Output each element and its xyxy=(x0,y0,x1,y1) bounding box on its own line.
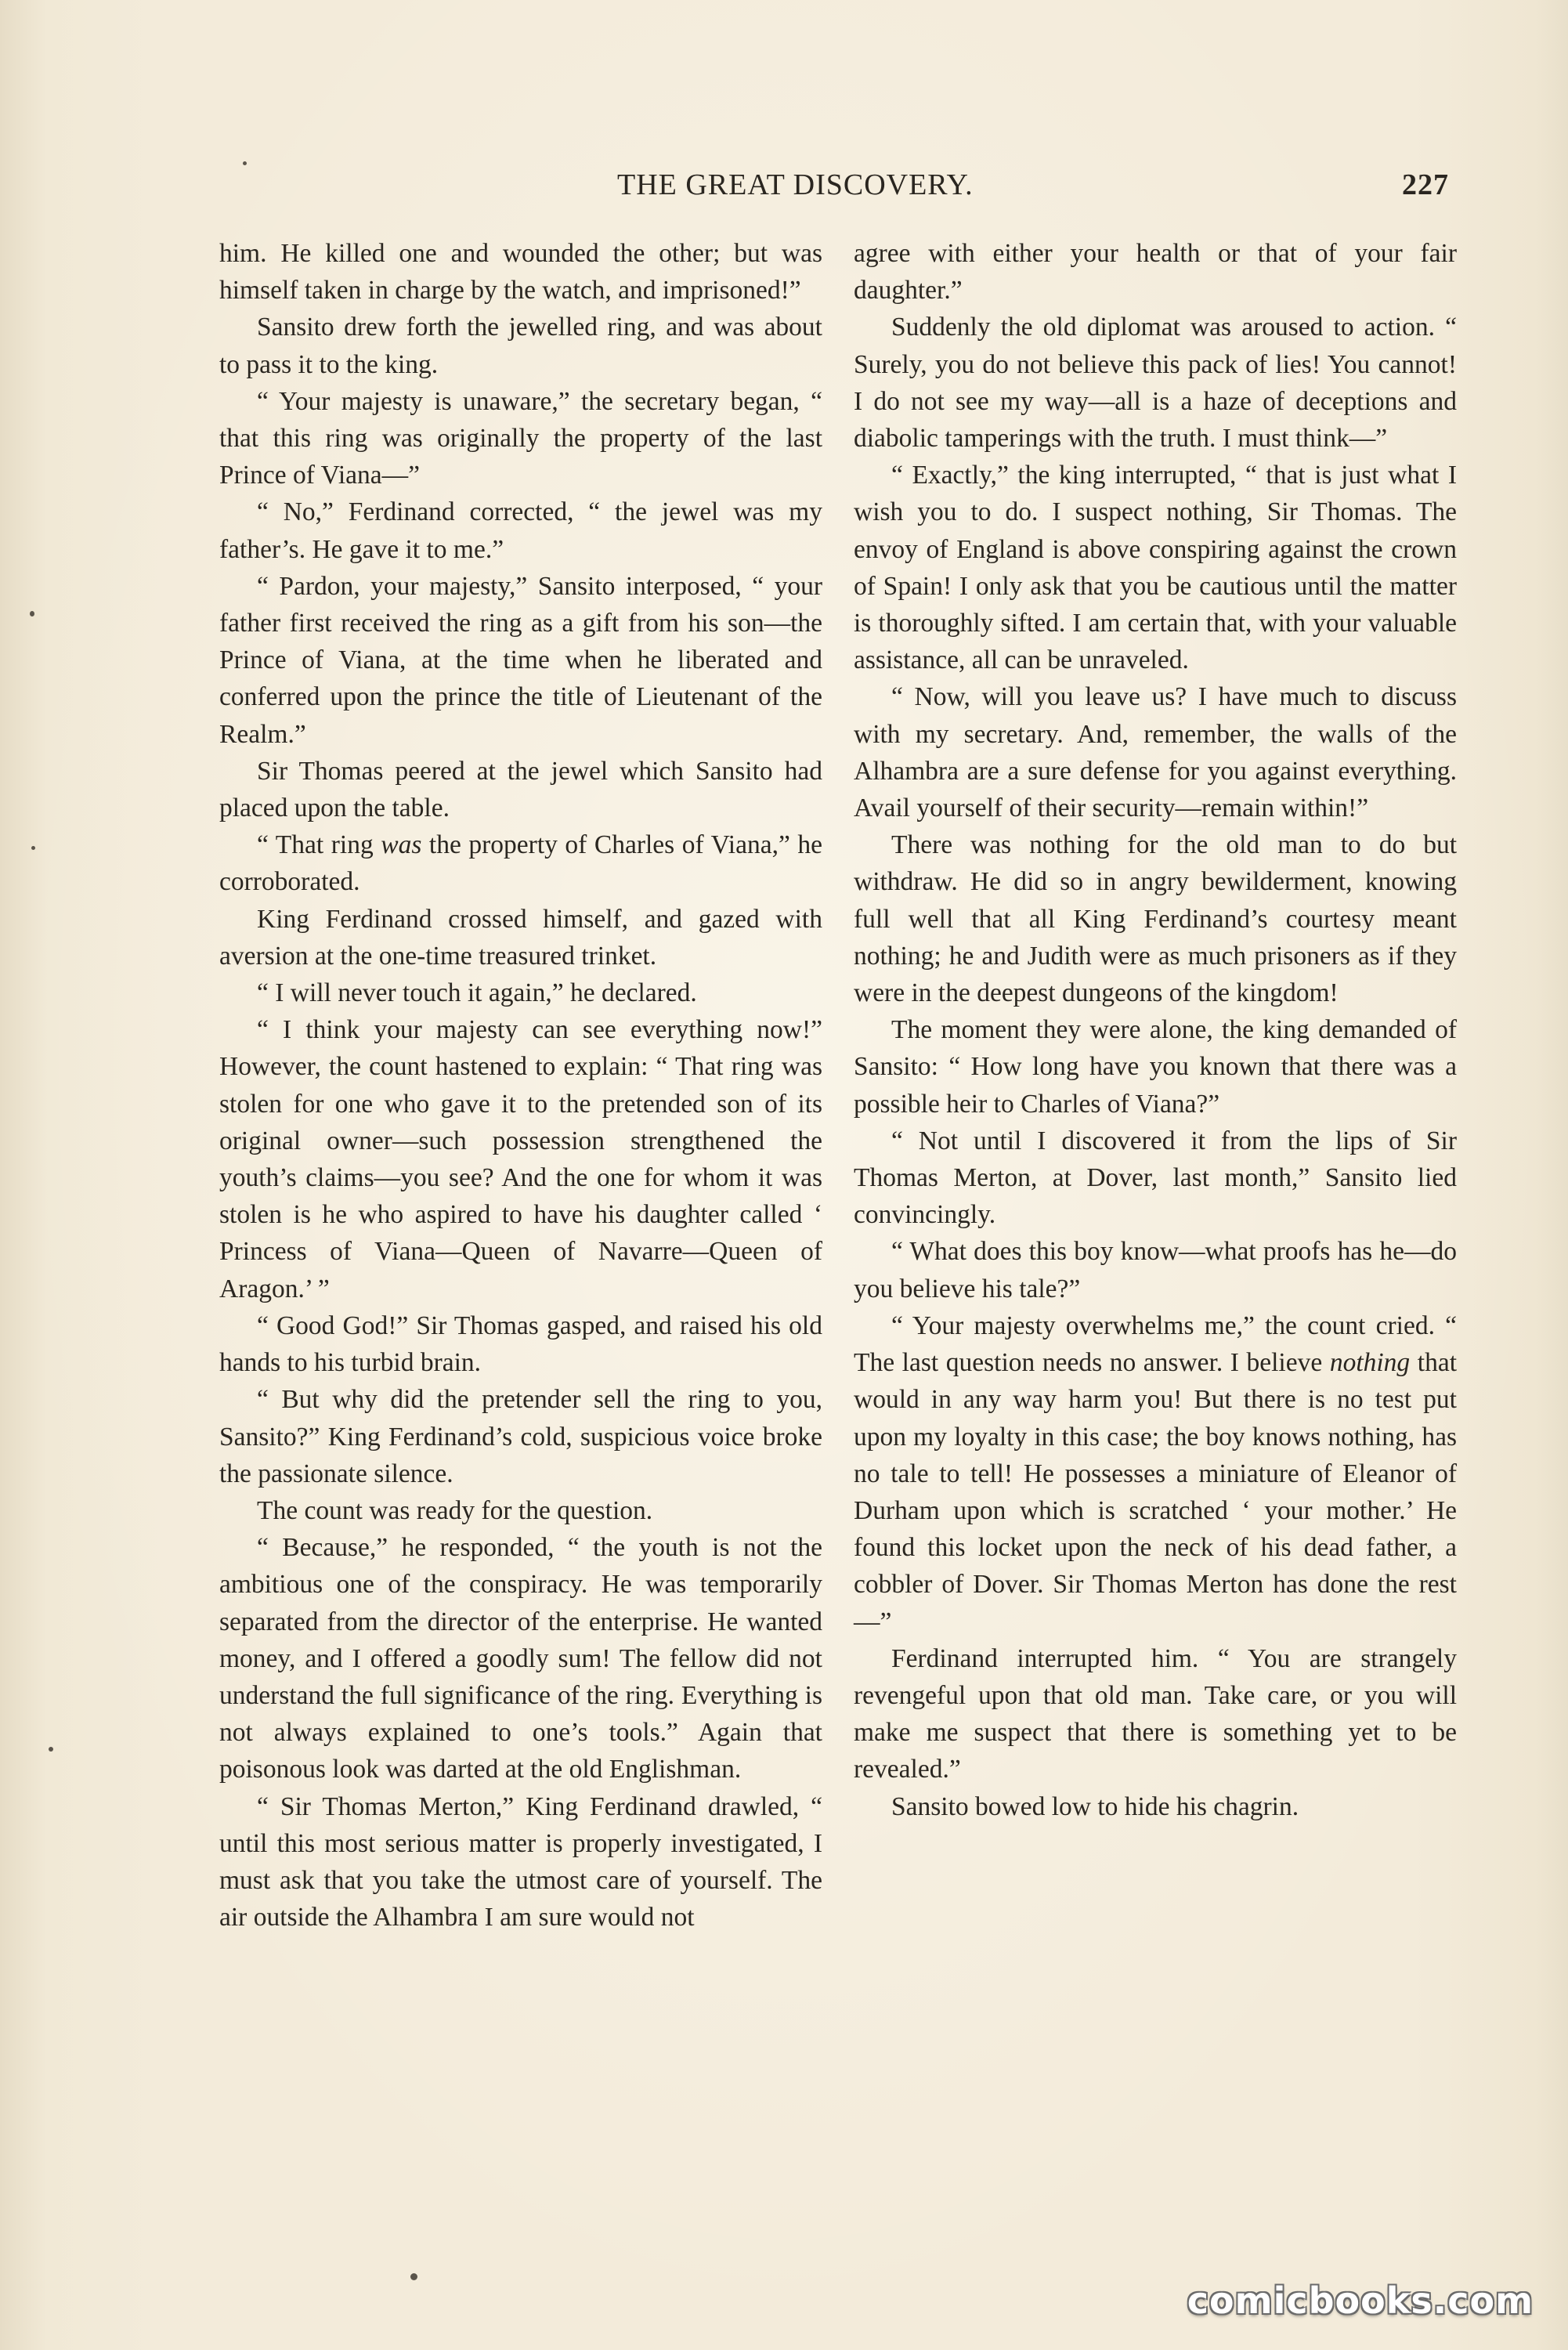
page-number: 227 xyxy=(1402,168,1449,201)
emphasized-word: was xyxy=(381,830,422,860)
paragraph: “ That ring was the property of Charles of Viana,” he corroborated. xyxy=(219,830,822,897)
paragraph: Sir Thomas peered at the jewel which Sansito had placed upon the table. xyxy=(219,756,822,823)
paragraph: There was nothing for the old man to do but withdraw. He did so in angry bewilderment, knowing full well that all King Ferdinand’s courtesy meant nothing; he and Judith were as much prisoners as if they were in the deepest dungeons of the kingdom! xyxy=(854,830,1457,1008)
page-header xyxy=(216,168,1449,208)
paragraph: “ Your majesty is unaware,” the secretary began, “ that this ring was originally the property of the last Prince of Viana—” xyxy=(219,386,822,490)
print-speck xyxy=(49,1747,53,1752)
paragraph: “ Not until I discovered it from the lips of Sir Thomas Merton, at Dover, last month,” Sansito lied convincingly. xyxy=(854,1126,1457,1230)
print-speck xyxy=(31,846,35,850)
right-text-column xyxy=(854,235,1457,1825)
paragraph: “ Now, will you leave us? I have much to discuss with my secretary. And, remember, the walls of the Alhambra are a sure defense for you against everything. Avail yourself of their security—remain within!” xyxy=(854,682,1457,823)
paragraph: agree with either your health or that of your fair daughter.” xyxy=(854,239,1457,306)
print-speck xyxy=(243,161,247,165)
paragraph: “ Because,” he responded, “ the youth is not the ambitious one of the conspiracy. He was temporarily separated from the director of the enterprise. He wanted money, and I offered a goodly sum! The fellow did not understand the full significance of the ring. Everything is not always explained to one’s tools.” Again that poisonous look was darted at the old Englishman. xyxy=(219,1533,822,1784)
paragraph: Sansito drew forth the jewelled ring, and was about to pass it to the king. xyxy=(219,313,822,379)
paragraph: “ No,” Ferdinand corrected, “ the jewel was my father’s. He gave it to me.” xyxy=(219,497,822,564)
paragraph: “ Sir Thomas Merton,” King Ferdinand drawled, “ until this most serious matter is properly investigated, I must ask that you take the utmost care of yourself. The air outside the Alhambra I am sure would not xyxy=(219,1791,822,1932)
running-head: THE GREAT DISCOVERY. xyxy=(617,168,974,201)
paragraph: “ Your majesty overwhelms me,” the count cried. “ The last question needs no answer. I believe nothing that would in any way harm you! But there is no test put upon my loyalty in this case; the boy knows nothing, has no tale to tell! He possesses a miniature of Eleanor of Durham upon which is scratched ‘ your mother.’ He found this locket upon the neck of his dead father, a cobbler of Dover. Sir Thomas Merton has done the rest—” xyxy=(854,1311,1457,1636)
paragraph: “ I think your majesty can see everything now!” However, the count hastened to explain: “ That ring was stolen for one who gave it to the pretended son of its original owner—such possession strengthened the youth’s claims—you see? And the one for whom it was stolen is he who aspired to have his daughter called ‘ Princess of Viana—Queen of Navarre—Queen of Aragon.’ ” xyxy=(219,1015,822,1303)
print-speck xyxy=(410,2273,417,2280)
paragraph: The moment they were alone, the king demanded of Sansito: “ How long have you known that there was a possible heir to Charles of Viana?” xyxy=(854,1015,1457,1119)
paragraph: The count was ready for the question. xyxy=(257,1495,653,1525)
paragraph: King Ferdinand crossed himself, and gazed with aversion at the one-time treasured trinket. xyxy=(219,904,822,971)
emphasized-word: nothing xyxy=(1329,1348,1411,1378)
site-watermark: comicbooks.com xyxy=(1187,2280,1534,2322)
paragraph: Sansito bowed low to hide his chagrin. xyxy=(891,1791,1299,1821)
paragraph: “ What does this boy know—what proofs has he—do you believe his tale?” xyxy=(854,1237,1457,1303)
paragraph: Ferdinand interrupted him. “ You are strangely revengeful upon that old man. Take care, or you will make me suspect that there is something yet to be revealed.” xyxy=(854,1643,1457,1784)
print-speck xyxy=(30,611,34,616)
paragraph: “ But why did the pretender sell the ring to you, Sansito?” King Ferdinand’s cold, suspicious voice broke the passionate silence. xyxy=(219,1385,822,1488)
paragraph: “ I will never touch it again,” he declared. xyxy=(257,978,697,1008)
paragraph: “ Pardon, your majesty,” Sansito interposed, “ your father first received the ring as a gift from his son—the Prince of Viana, at the time when he liberated and conferred upon the prince the title of Lieutenant of the Realm.” xyxy=(219,571,822,749)
paragraph: “ Good God!” Sir Thomas gasped, and raised his old hands to his turbid brain. xyxy=(219,1311,822,1378)
left-text-column xyxy=(219,235,822,1936)
paragraph: him. He killed one and wounded the other; but was himself taken in charge by the watch, and imprisoned!” xyxy=(219,239,822,306)
paragraph: Suddenly the old diplomat was aroused to action. “ Surely, you do not believe this pack of lies! You cannot! I do not see my way—all is a haze of deceptions and diabolic tamperings with the truth. I must think—” xyxy=(854,313,1457,454)
paragraph: “ Exactly,” the king interrupted, “ that is just what I wish you to do. I suspect nothing, Sir Thomas. The envoy of England is above conspiring against the crown of Spain! I only ask that you be cautious until the matter is thoroughly sifted. I am certain that, with your valuable assistance, all can be unraveled. xyxy=(854,461,1457,675)
